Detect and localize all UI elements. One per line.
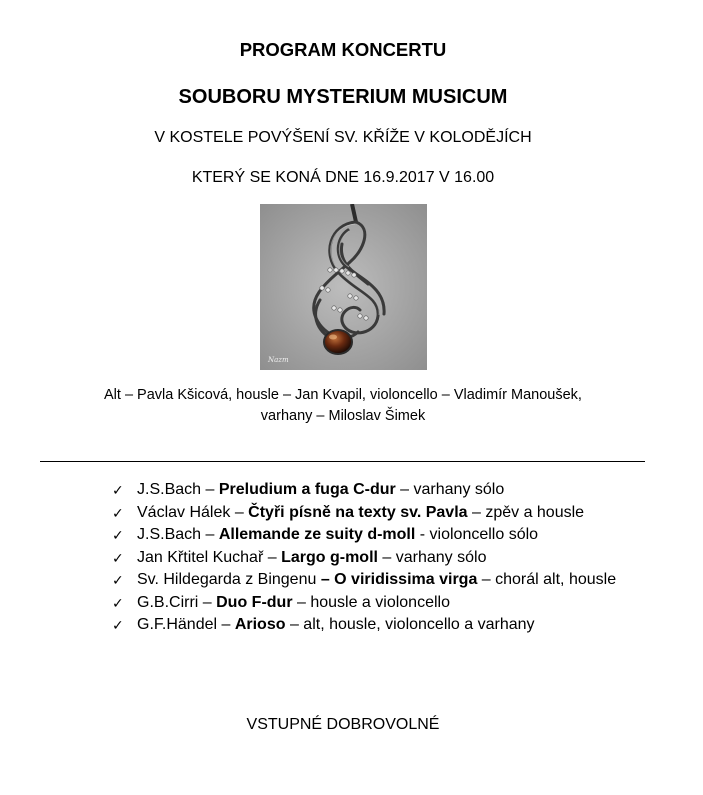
program-item (110, 502, 630, 525)
work-title: Preludium a fuga C-dur (218, 481, 396, 498)
work-title: – O viridissima virga (320, 571, 478, 588)
performers-line: Alt – Pavla Kšicová, housle – Jan Kvapil, violoncello – Vladimír Manoušek, (104, 387, 582, 403)
work-title: Allemande ze suity d-moll (218, 526, 416, 543)
divider (40, 461, 645, 462)
performers-line: varhany – Miloslav Šimek (260, 408, 426, 424)
instrumentation: - violoncello sólo (415, 526, 539, 543)
program-list (110, 479, 630, 637)
program-item (110, 569, 630, 592)
performers (0, 385, 686, 427)
instrumentation: – zpěv a housle (467, 503, 585, 521)
check-icon: ✓ (112, 594, 124, 611)
program-item (110, 479, 630, 502)
work-title: Largo g-moll (281, 548, 378, 566)
check-icon: ✓ (112, 572, 124, 588)
check-icon: ✓ (112, 549, 124, 566)
program-title: PROGRAM KONCERTU (239, 39, 447, 60)
instrumentation: – alt, housle, violoncello a varhany (285, 616, 535, 633)
program-item (110, 547, 630, 570)
composer: G.B.Cirri – (137, 593, 217, 611)
composer: Sv. Hildegarda z Bingenu (137, 571, 321, 588)
program-item (110, 614, 630, 637)
check-icon: ✓ (112, 617, 124, 633)
instrumentation: – varhany sólo (395, 481, 505, 498)
admission-note: VSTUPNÉ DOBROVOLNÉ (246, 716, 440, 733)
venue-line: V KOSTELE POVÝŠENÍ SV. KŘÍŽE V KOLODĚJÍCH (154, 129, 532, 146)
check-icon: ✓ (112, 482, 124, 498)
composer: Václav Hálek – (137, 503, 249, 521)
instrumentation: – varhany sólo (377, 548, 487, 566)
work-title: Duo F-dur (216, 593, 293, 611)
photo-signature: Nazm (268, 356, 289, 364)
check-icon: ✓ (112, 527, 124, 543)
composer: G.F.Händel – (137, 616, 235, 633)
work-title: Čtyři písně na texty sv. Pavla (248, 503, 468, 521)
program-item (110, 592, 630, 615)
instrumentation: – chorál alt, housle (477, 571, 617, 588)
program-item (110, 524, 630, 547)
composer: J.S.Bach – (137, 481, 219, 498)
treble-clef-pendant-photo (260, 204, 427, 370)
check-icon: ✓ (112, 504, 124, 521)
date-line: KTERÝ SE KONÁ DNE 16.9.2017 V 16.00 (191, 169, 495, 186)
instrumentation: – housle a violoncello (292, 593, 450, 611)
ensemble-name: SOUBORU MYSTERIUM MUSICUM (178, 86, 508, 108)
composer: Jan Křtitel Kuchař – (137, 548, 282, 566)
composer: J.S.Bach – (137, 526, 219, 543)
work-title: Arioso (234, 616, 286, 633)
